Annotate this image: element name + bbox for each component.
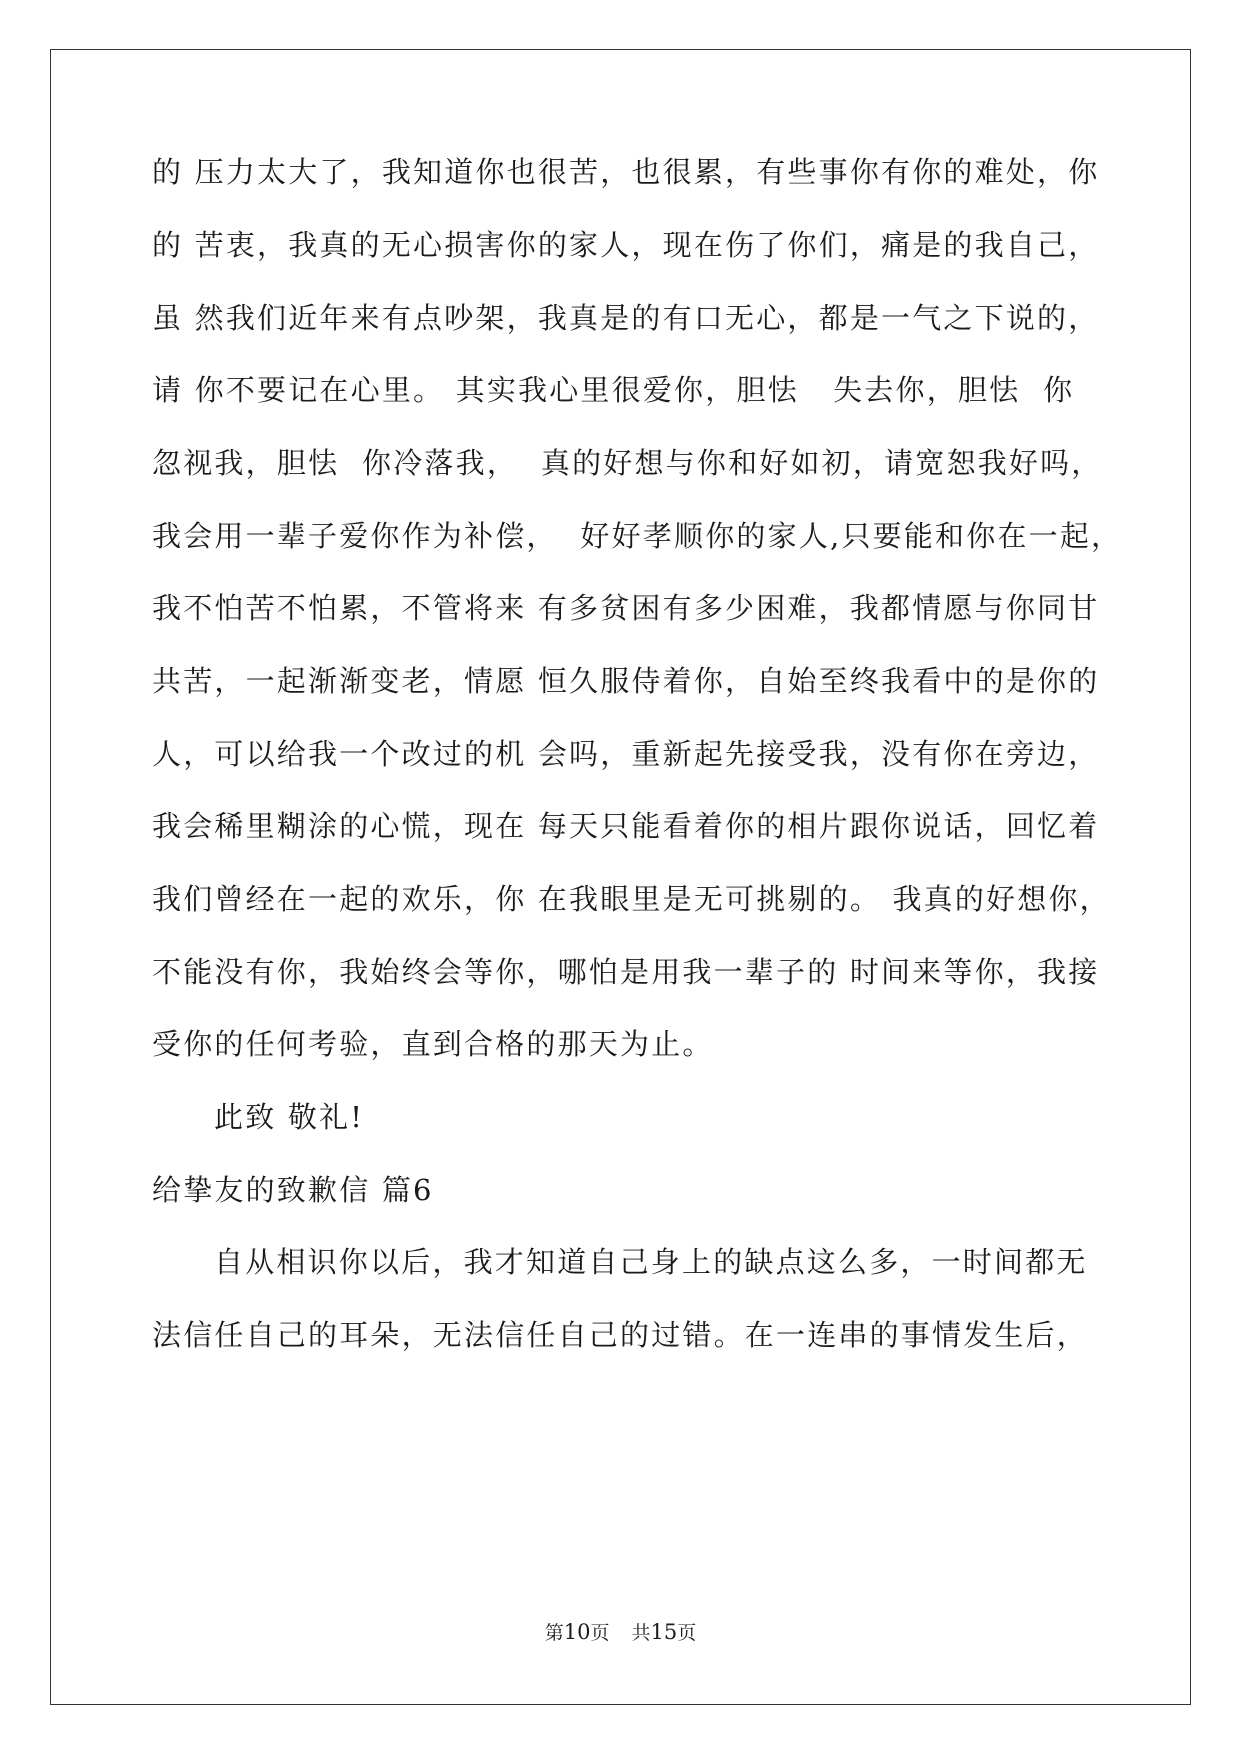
footer-total-suffix: 页 [677,1622,697,1644]
section-line: 法信任自己的耳朵，无法信任自己的过错。在一连串的事情发生后， [152,1318,1089,1352]
body-line: 我会用一辈子爱你作为补偿， 好好孝顺你的家人,只要能和你在一起， [152,519,1123,553]
footer-prefix: 第 [544,1622,564,1644]
body-line: 忽视我，胆怯 你冷落我， 真的好想与你和好如初，请宽恕我好吗， [152,446,1103,480]
body-line: 的 压力太大了，我知道你也很苦，也很累，有些事你有你的难处，你 [152,155,1100,189]
section-line: 自从相识你以后，我才知道自己身上的缺点这么多，一时间都无 [214,1245,1088,1279]
body-line: 的 苦衷，我真的无心损害你的家人，现在伤了你们，痛是的我自己， [152,228,1100,262]
footer-page-suffix: 页 [590,1622,610,1644]
body-line: 受你的任何考验，直到合格的那天为止。 [152,1027,714,1061]
body-line: 我会稀里糊涂的心慌，现在 每天只能看着你的相片跟你说话，回忆着 [152,809,1100,843]
body-line: 人，可以给我一个改过的机 会吗，重新起先接受我，没有你在旁边， [152,737,1100,771]
page-number-footer [0,1619,1241,1646]
body-line: 我不怕苦不怕累，不管将来 有多贫困有多少困难，我都情愿与你同甘 [152,591,1100,625]
body-line: 共苦，一起渐渐变老，情愿 恒久服侍着你，自始至终我看中的是你的 [152,664,1100,698]
body-line: 虽 然我们近年来有点吵架，我真是的有口无心，都是一气之下说的， [152,301,1100,335]
closing-salutation: 此致 敬礼! [214,1100,365,1134]
body-line: 请 你不要记在心里。 其实我心里很爱你，胆怯 失去你，胆怯 你 [152,373,1075,407]
body-line: 我们曾经在一起的欢乐，你 在我眼里是无可挑剔的。 我真的好想你， [152,882,1111,916]
current-page-number: 10 [563,1620,591,1644]
total-pages-number: 15 [650,1620,678,1644]
section-heading: 给挚友的致歉信 篇6 [152,1173,434,1207]
footer-total-prefix: 共 [631,1622,651,1644]
body-line: 不能没有你，我始终会等你，哪怕是用我一辈子的 时间来等你，我接 [152,955,1100,989]
